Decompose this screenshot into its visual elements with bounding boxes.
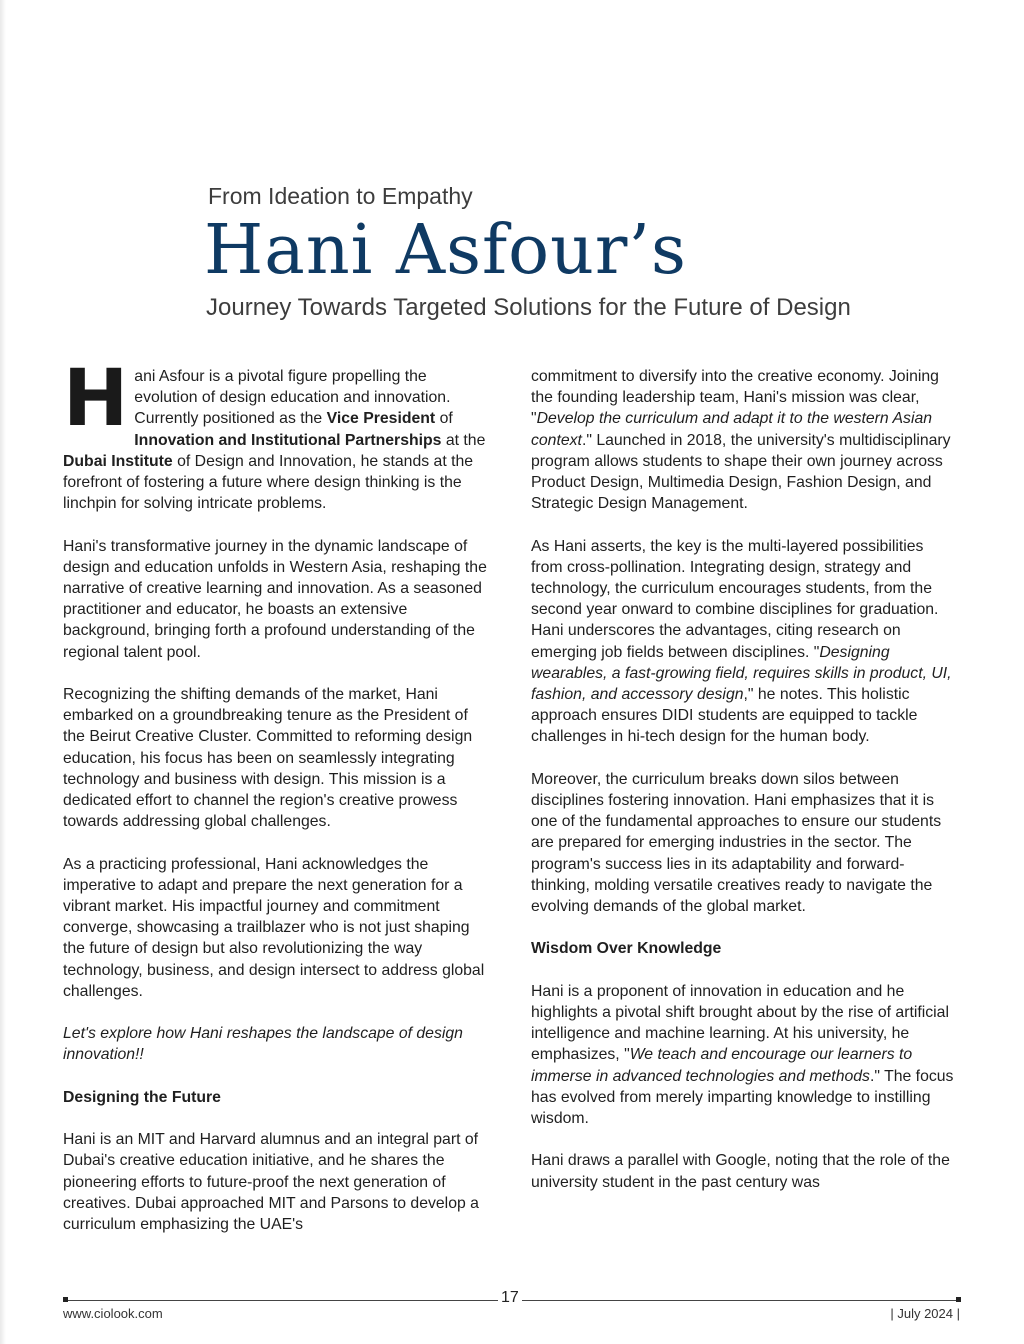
footer-rule-end-left — [63, 1297, 68, 1302]
footer-website: www.ciolook.com — [63, 1306, 163, 1321]
text-run: Hani is a proponent of innovation in education and he highlights a pivotal shift brought about by the rise of artificial intelligence and machine learning. At his university, he emphasizes, " — [531, 982, 949, 1064]
body-paragraph: Hani draws a parallel with Google, noting that the role of the university student in the past century was — [531, 1152, 950, 1191]
bold-run: Dubai Institute — [63, 452, 173, 470]
text-run: at the — [441, 431, 486, 449]
page-number: 17 — [498, 1289, 522, 1307]
article-subhead: Journey Towards Targeted Solutions for the Future of Design — [206, 294, 851, 321]
text-run: of — [435, 410, 453, 428]
body-paragraph: Hani is an MIT and Harvard alumnus and an integral part of Dubai's creative education initiative, and he shares the pioneering efforts to future-proof the next generation of creatives. Dubai approached MIT and Parsons to develop a curriculum emphasizing the UAE's — [63, 1131, 479, 1234]
body-paragraph — [531, 981, 959, 1129]
body-paragraph: As a practicing professional, Hani acknowledges the imperative to adapt and prepare the next generation for a vibrant market. His impactful journey and commitment converge, showcasing a trailblazer who is not just shaping the future of design but also revolutionizing the way technology, business, and design intersect to address global challenges. — [63, 855, 485, 1000]
left-column — [63, 354, 491, 1256]
text-run: ani Asfour is a pivotal figure propelling the evolution of design education and innovation. Currently positioned as the — [134, 368, 451, 428]
right-column — [531, 366, 959, 1214]
quote-run: We teach and encourage our learners to immerse in advanced technologies and methods — [531, 1046, 913, 1085]
text-run: of Design and Innovation, he stands at the forefront of fostering a future where design thinking is the linchpin for solving intricate problems. — [63, 452, 474, 513]
drop-cap: H — [63, 354, 129, 444]
body-paragraph — [531, 536, 959, 748]
bold-run: Vice President — [326, 410, 436, 428]
text-run: As Hani asserts, the key is the multi-layered possibilities from cross-pollination. Integrating design, strategy and technology, the curriculum encourages students, from the second year onward to combine disciplines for graduation. Hani underscores the advantages, citing research on emerging job fields between disciplines. " — [531, 537, 939, 661]
body-paragraph: Hani's transformative journey in the dynamic landscape of design and education unfolds in Western Asia, reshaping the narrative of creative learning and innovation. As a seasoned practitioner and educator, he boasts an extensive background, bringing forth a profound understanding of the regional talent pool. — [63, 537, 487, 661]
quote-run: Develop the curriculum and adapt it to the western Asian context — [531, 410, 933, 449]
article-headline: Hani Asfour’s — [204, 211, 687, 290]
section-heading-wisdom-over-knowledge: Wisdom Over Knowledge — [531, 940, 722, 958]
text-run: ." Launched in 2018, the university's multidisciplinary program allows students to shape their own journey across Product Design, Multimedia Design, Fashion Design, and Strategic Design Management. — [531, 431, 951, 513]
footer-date: | July 2024 | — [890, 1306, 960, 1321]
text-run: ." The focus has evolved from merely imparting knowledge to instilling wisdom. — [531, 1067, 954, 1128]
quote-run: Designing wearables, a fast-growing field, requires skills in product, UI, fashion, and accessory design — [531, 643, 952, 704]
page-edge-shadow — [0, 0, 6, 1344]
intro-paragraph — [63, 354, 491, 514]
text-run: ," he notes. This holistic approach ensures DIDI students are equipped to tackle challenges in hi-tech design for the human body. — [531, 686, 918, 746]
italic-paragraph — [63, 1023, 491, 1065]
article-kicker: From Ideation to Empathy — [208, 183, 473, 209]
footer-rule-end-right — [956, 1297, 961, 1302]
italic-run: Let's explore how Hani reshapes the landscape of design innovation!! — [63, 1025, 463, 1064]
text-run: commitment to diversify into the creative economy. Joining the founding leadership team, Hani's mission was clear, " — [531, 368, 939, 428]
bold-run: Innovation and Institutional Partnerships — [134, 431, 442, 449]
body-paragraph: Recognizing the shifting demands of the market, Hani embarked on a groundbreaking tenure as the President of the Beirut Creative Cluster. Committed to reforming design education, his focus has been on seamlessly integrating technology and business with design. This mission is a dedicated effort to channel the region's creative prowess towards addressing global challenges. — [63, 686, 473, 831]
body-paragraph — [531, 366, 959, 514]
body-paragraph: Moreover, the curriculum breaks down silos between disciplines fostering innovation. Hani emphasizes that it is one of the fundamental approaches to ensure our students are prepared for emerging industries in the sector. The program's success lies in its adaptability and forward-thinking, molding versatile creatives ready to navigate the evolving demands of the global market. — [531, 770, 942, 916]
section-heading-designing-the-future: Designing the Future — [63, 1088, 221, 1106]
